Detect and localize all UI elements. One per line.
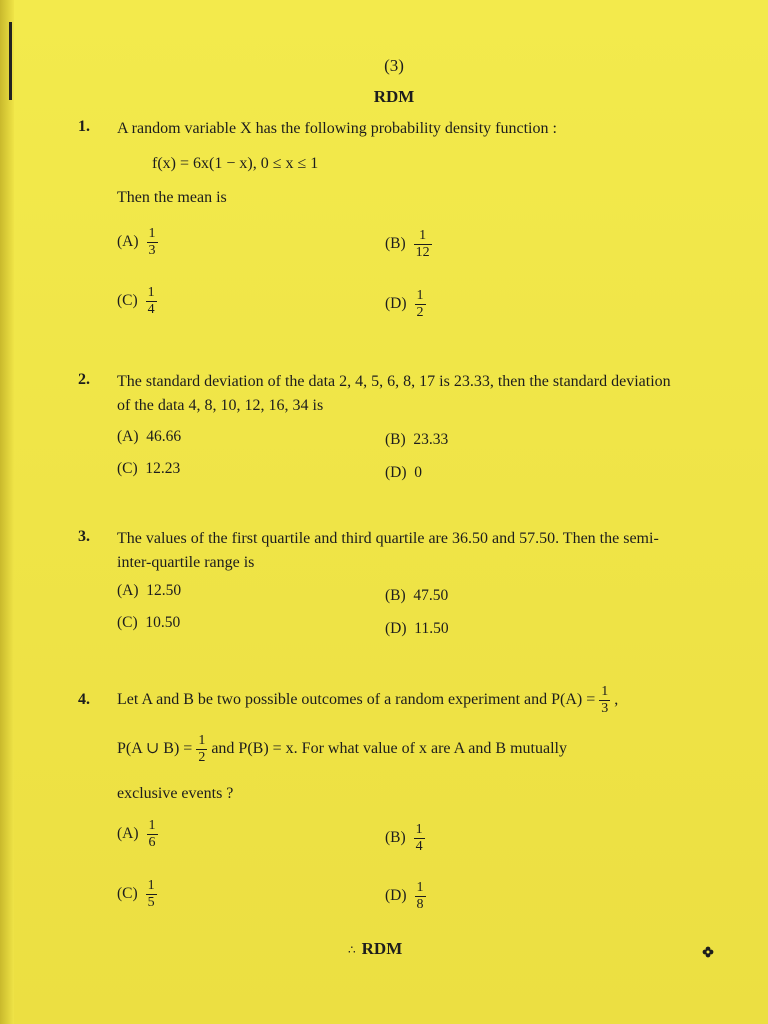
question-3-option-c[interactable]	[117, 614, 180, 632]
question-4-line-1: Let A and B be two possible outcomes of a random experiment and P(A) = $\frac{1}{3}$ ,	[117, 684, 619, 716]
question-2-option-a[interactable]	[117, 428, 181, 446]
fraction: $\frac{1}{6}$	[148, 818, 156, 850]
fraction: $\frac{1}{2}$	[416, 288, 424, 320]
question-3-option-d[interactable]	[385, 620, 449, 638]
question-1-prompt: Then the mean is	[117, 189, 227, 206]
question-2-option-d[interactable]	[385, 464, 422, 482]
option-value: 23.33	[413, 431, 449, 448]
option-value: 12.50	[146, 582, 182, 599]
option-label: (D)	[385, 295, 407, 313]
question-1-number: 1.	[78, 118, 90, 135]
fraction: $\frac{1}{2}$	[198, 733, 206, 765]
option-value: 0	[414, 464, 423, 481]
question-1-option-d[interactable]	[385, 288, 426, 321]
question-2-option-b[interactable]	[385, 431, 448, 449]
question-1-text: A random variable X has the following probability density function :	[117, 120, 557, 137]
option-label: (B)	[385, 235, 406, 253]
question-1-formula: f(x) = 6x(1 − x), 0 ≤ x ≤ 1	[152, 155, 319, 172]
option-label: (C)	[117, 292, 138, 310]
option-value: 47.50	[413, 587, 449, 604]
question-1-option-a[interactable]	[117, 226, 158, 259]
flower-mark-icon	[702, 946, 714, 958]
question-4-line-3: exclusive events ?	[117, 785, 234, 802]
question-1-option-c[interactable]	[117, 285, 157, 318]
option-label: (D)	[385, 464, 407, 481]
page-edge-shadow	[0, 0, 14, 1024]
option-label: (A)	[117, 825, 139, 843]
fraction: $\frac{1}{3}$	[601, 684, 609, 716]
dots-icon: ∴	[348, 943, 356, 957]
question-4-line-2: P(A ∪ B) = $\frac{1}{2}$ and P(B) = x. For what value of x are A and B mutually	[117, 733, 567, 765]
option-label: (D)	[385, 887, 407, 905]
fraction: $\frac{1}{4}$	[147, 285, 155, 317]
option-label: (A)	[117, 428, 139, 445]
footer-code: ∴ RDM	[348, 939, 403, 958]
option-label: (B)	[385, 587, 406, 604]
option-value: 11.50	[414, 620, 449, 637]
option-value: 12.23	[145, 460, 181, 477]
option-value: 10.50	[145, 614, 181, 631]
question-1-option-b[interactable]	[385, 228, 432, 261]
question-4-option-c[interactable]	[117, 878, 157, 911]
question-3-option-a[interactable]	[117, 582, 181, 600]
fraction: $\frac{1}{12}$	[415, 228, 430, 260]
header-code: RDM	[373, 87, 415, 106]
question-4-option-d[interactable]	[385, 880, 426, 913]
binding-line	[9, 22, 12, 100]
fraction: $\frac{1}{4}$	[415, 822, 423, 854]
option-label: (C)	[117, 885, 138, 903]
question-3-option-b[interactable]	[385, 587, 448, 605]
option-label: (C)	[117, 614, 138, 631]
question-2-number: 2.	[78, 371, 90, 388]
option-label: (A)	[117, 233, 139, 251]
question-2-text: The standard deviation of the data 2, 4, 5, 6, 8, 17 is 23.33, then the standard deviation of the data 4, 8, 10, 12, 16, 34 is	[117, 373, 671, 414]
question-2-option-c[interactable]	[117, 460, 180, 478]
option-label: (C)	[117, 460, 138, 477]
question-4-option-a[interactable]	[117, 818, 158, 851]
fraction: $\frac{1}{8}$	[416, 880, 424, 912]
page-number: (3)	[384, 56, 404, 75]
question-4-option-b[interactable]	[385, 822, 425, 855]
option-label: (D)	[385, 620, 407, 637]
question-4-number: 4.	[78, 691, 90, 708]
option-label: (B)	[385, 829, 406, 847]
option-label: (B)	[385, 431, 406, 448]
question-3-text: The values of the first quartile and third quartile are 36.50 and 57.50. Then the semi-inter-quartile range is	[117, 530, 659, 571]
option-value: 46.66	[146, 428, 182, 445]
question-3-number: 3.	[78, 528, 90, 545]
option-label: (A)	[117, 582, 139, 599]
fraction: $\frac{1}{5}$	[147, 878, 155, 910]
fraction: $\frac{1}{3}$	[148, 226, 156, 258]
